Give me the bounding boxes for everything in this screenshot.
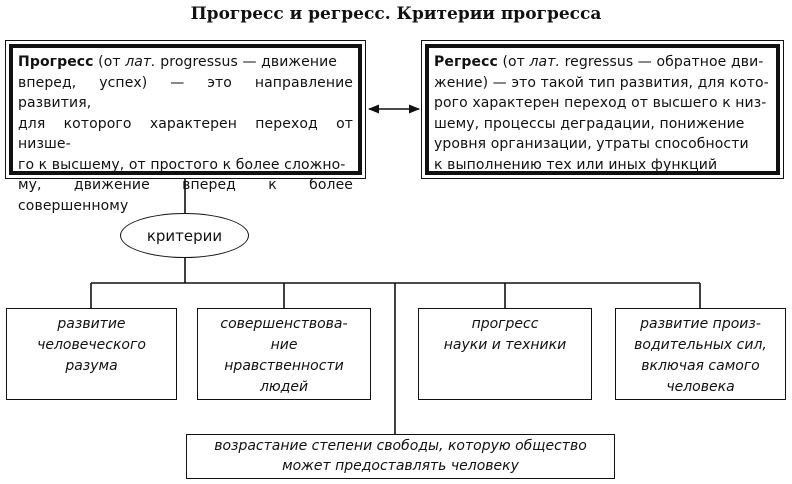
criterion-1-line: разума	[65, 358, 118, 374]
criterion-5-line: возрастание степени свободы, которую общество	[214, 438, 587, 454]
criterion-3-line: науки и техники	[443, 337, 567, 353]
criterion-2-line: ние	[270, 337, 298, 353]
regress-line-1-after: regressus — обратное дви-	[560, 54, 764, 70]
criterion-box-reason	[6, 308, 177, 400]
criterion-2-line: нравственности	[224, 358, 344, 374]
progress-line-3: для которого характерен переход от низше-	[18, 115, 353, 152]
criteria-label: критерии	[146, 226, 223, 245]
progress-line-1-after: progressus — движение	[155, 54, 338, 70]
criterion-box-productive-forces	[615, 308, 786, 400]
progress-line-2: вперед, успех) — это направление развития,	[18, 74, 353, 111]
criterion-3-line: прогресс	[471, 316, 539, 332]
progress-line-4: го к высшему, от простого к более сложно-	[18, 156, 346, 173]
page-title: Прогресс и регресс. Критерии прогресса	[190, 4, 602, 24]
progress-line-5: му, движение вперед к более совершенному	[18, 177, 353, 214]
criterion-1-line: человеческого	[37, 337, 146, 353]
progress-latin-abbrev: лат.	[125, 54, 156, 70]
regress-line-6: к выполнению тех или иных функций	[434, 156, 718, 173]
progress-line-1-before: (от	[93, 54, 126, 70]
regress-line-1-before: (от	[497, 54, 530, 70]
criterion-4-line: развитие произ-	[640, 316, 761, 332]
criterion-box-science	[418, 308, 592, 400]
criterion-box-morality	[197, 308, 371, 400]
regress-definition-box	[425, 44, 780, 175]
regress-line-3: рого характерен переход от высшего к низ-	[434, 95, 767, 111]
regress-term: Регресс	[434, 54, 498, 70]
regress-line-5: уровня организации, утраты способности	[434, 136, 749, 152]
criterion-1-line: развитие	[57, 316, 126, 332]
regress-line-1	[434, 52, 771, 73]
regress-line-4: шему, процессы деградации, понижение	[434, 115, 745, 132]
criterion-2-line: людей	[259, 379, 309, 395]
criterion-5-line: может предоставлять человеку	[282, 458, 519, 474]
regress-latin-abbrev: лат.	[529, 54, 561, 70]
criterion-2-line: совершенствова-	[220, 316, 348, 332]
criterion-4-line: человека	[666, 379, 735, 395]
progress-line-1	[18, 52, 353, 73]
progress-definition-box	[9, 44, 362, 214]
criterion-4-line: включая самого	[641, 358, 760, 374]
criteria-oval	[120, 213, 249, 258]
criterion-box-freedom	[186, 434, 615, 479]
regress-line-2: жение) — это такой тип развития, для кото-	[434, 74, 769, 91]
criterion-4-line: водительных сил,	[634, 337, 767, 353]
progress-term: Прогресс	[18, 54, 94, 70]
